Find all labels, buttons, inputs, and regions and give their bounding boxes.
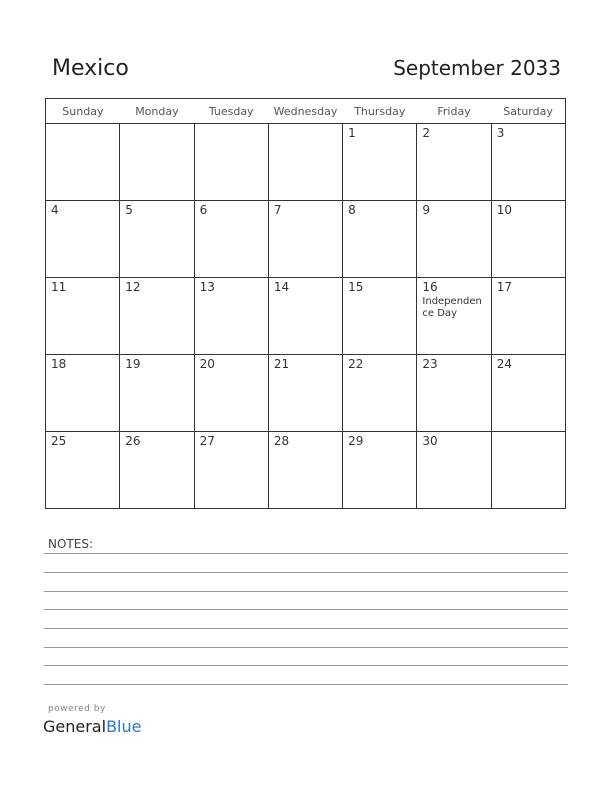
weekday-tuesday: Tuesday <box>194 99 268 124</box>
day-number: 17 <box>496 280 512 294</box>
day-cell <box>194 355 268 432</box>
day-cell <box>268 201 342 278</box>
day-cell <box>120 124 194 201</box>
day-number: 9 <box>422 203 431 217</box>
day-cell <box>268 124 342 201</box>
weekday-monday: Monday <box>120 99 194 124</box>
day-number: 18 <box>51 357 67 371</box>
day-cell <box>120 432 194 509</box>
day-number: 25 <box>51 434 67 448</box>
day-cell <box>343 124 417 201</box>
weekday-thursday: Thursday <box>343 99 417 124</box>
day-number: 21 <box>273 357 290 371</box>
day-cell <box>268 278 342 355</box>
day-cell <box>343 201 417 278</box>
week-row <box>46 278 566 355</box>
day-number: 27 <box>199 434 215 448</box>
day-number: 3 <box>496 126 505 140</box>
day-cell <box>491 355 565 432</box>
day-cell <box>46 278 120 355</box>
note-line <box>44 553 568 554</box>
week-row <box>46 432 566 509</box>
day-cell <box>194 124 268 201</box>
day-number: 7 <box>273 203 282 217</box>
note-line <box>44 684 568 685</box>
day-number: 30 <box>422 434 438 448</box>
day-number: 26 <box>125 434 141 448</box>
day-number: 19 <box>125 357 141 371</box>
day-number: 4 <box>51 203 59 217</box>
day-cell <box>343 432 417 509</box>
day-cell <box>491 124 565 201</box>
day-cell <box>46 432 120 509</box>
day-number: 12 <box>125 280 141 294</box>
powered-by-text: powered by <box>48 704 106 714</box>
note-line <box>44 647 568 648</box>
day-number: 8 <box>348 203 356 217</box>
note-line <box>44 609 568 610</box>
day-number: 23 <box>422 357 438 371</box>
day-cell <box>46 355 120 432</box>
day-cell <box>268 432 342 509</box>
holiday-label: Independence Day <box>422 296 482 319</box>
day-cell <box>491 432 565 509</box>
day-cell <box>120 201 194 278</box>
day-number: 29 <box>348 434 364 448</box>
weekday-friday: Friday <box>417 99 491 124</box>
day-number: 24 <box>496 357 512 371</box>
day-number: 20 <box>199 357 215 371</box>
weekday-header-row <box>46 99 566 124</box>
day-number: 14 <box>273 280 290 294</box>
week-row <box>46 355 566 432</box>
day-cell <box>417 355 491 432</box>
weekday-wednesday: Wednesday <box>268 99 342 124</box>
day-cell <box>268 355 342 432</box>
day-number: 6 <box>199 203 208 217</box>
day-cell <box>343 278 417 355</box>
brand-logo <box>43 717 141 736</box>
day-cell <box>417 124 491 201</box>
country-title: Mexico <box>52 56 129 81</box>
day-cell <box>46 201 120 278</box>
day-cell <box>46 124 120 201</box>
day-cell <box>194 278 268 355</box>
day-number: 13 <box>199 280 215 294</box>
day-cell <box>120 355 194 432</box>
calendar-grid <box>45 98 566 509</box>
day-number: 11 <box>51 280 67 294</box>
note-line <box>44 628 568 629</box>
note-line <box>44 591 568 592</box>
day-cell <box>417 432 491 509</box>
note-line <box>44 665 568 666</box>
day-cell <box>417 201 491 278</box>
day-number: 15 <box>348 280 364 294</box>
day-cell <box>491 278 565 355</box>
day-cell-holiday <box>417 278 491 355</box>
day-cell <box>491 201 565 278</box>
week-row <box>46 124 566 201</box>
weekday-sunday: Sunday <box>46 99 120 124</box>
brand-general: General <box>43 717 107 736</box>
notes-label: NOTES: <box>48 537 93 551</box>
day-cell <box>343 355 417 432</box>
day-number: 5 <box>125 203 133 217</box>
day-number: 1 <box>348 126 356 140</box>
day-number: 10 <box>496 203 512 217</box>
month-title: September 2033 <box>393 56 561 80</box>
day-number: 22 <box>348 357 364 371</box>
day-cell <box>120 278 194 355</box>
day-number: 2 <box>422 126 431 140</box>
week-row <box>46 201 566 278</box>
note-line <box>44 572 568 573</box>
day-number: 28 <box>273 434 290 448</box>
day-cell <box>194 432 268 509</box>
day-cell <box>194 201 268 278</box>
weekday-saturday: Saturday <box>491 99 565 124</box>
brand-blue: Blue <box>106 717 142 736</box>
day-number: 16 <box>422 280 438 294</box>
